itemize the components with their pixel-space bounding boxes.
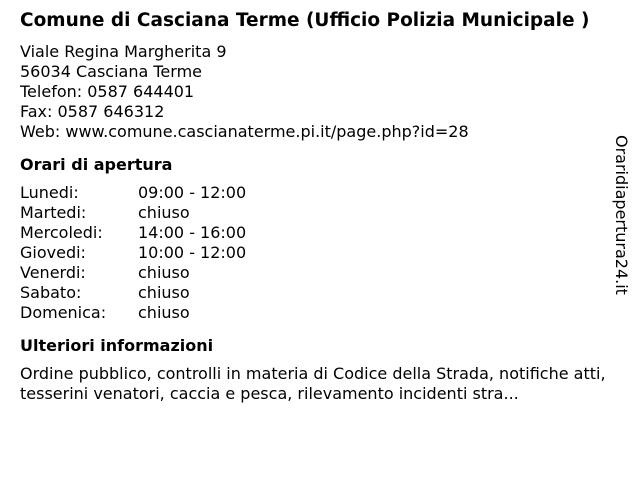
hours-row [20, 303, 615, 323]
more-info-text: Ordine pubblico, controlli in materia di Codice della Strada, notifiche atti, tesserini venatori, caccia e pesca, rilevamento incidenti stra... [20, 364, 606, 403]
listing-card [20, 10, 615, 404]
opening-hours-heading: Orari di apertura [20, 155, 173, 174]
hours-day: Sabato: [20, 283, 82, 302]
address-city: 56034 Casciana Terme [20, 62, 202, 81]
hours-row [20, 263, 615, 283]
hours-row [20, 223, 615, 243]
hours-day: Giovedi: [20, 243, 86, 262]
hours-day: Venerdi: [20, 263, 86, 282]
hours-day: Martedi: [20, 203, 87, 222]
hours-time: 10:00 - 12:00 [138, 243, 247, 262]
hours-time: chiuso [138, 203, 190, 222]
hours-time: chiuso [138, 303, 190, 322]
opening-hours-table [20, 183, 615, 323]
hours-day: Domenica: [20, 303, 107, 322]
address-street: Viale Regina Margherita 9 [20, 42, 227, 61]
hours-time: chiuso [138, 283, 190, 302]
address-block [20, 42, 615, 142]
hours-row [20, 283, 615, 303]
hours-time: chiuso [138, 263, 190, 282]
page-title: Comune di Casciana Terme (Ufficio Polizia Municipale ) [20, 10, 590, 31]
hours-row [20, 243, 615, 263]
hours-time: 14:00 - 16:00 [138, 223, 247, 242]
address-fax: Fax: 0587 646312 [20, 102, 165, 121]
hours-time: 09:00 - 12:00 [138, 183, 247, 202]
hours-day: Lunedi: [20, 183, 79, 202]
hours-day: Mercoledi: [20, 223, 103, 242]
brand-watermark [611, 135, 631, 310]
hours-row [20, 183, 615, 203]
brand-side-text: Oraridiapertura24.it [612, 135, 631, 295]
hours-row [20, 203, 615, 223]
address-phone: Telefon: 0587 644401 [20, 82, 195, 101]
address-web-link[interactable]: Web: www.comune.cascianaterme.pi.it/page.php?id=28 [20, 122, 469, 141]
more-info-heading: Ulteriori informazioni [20, 336, 214, 355]
